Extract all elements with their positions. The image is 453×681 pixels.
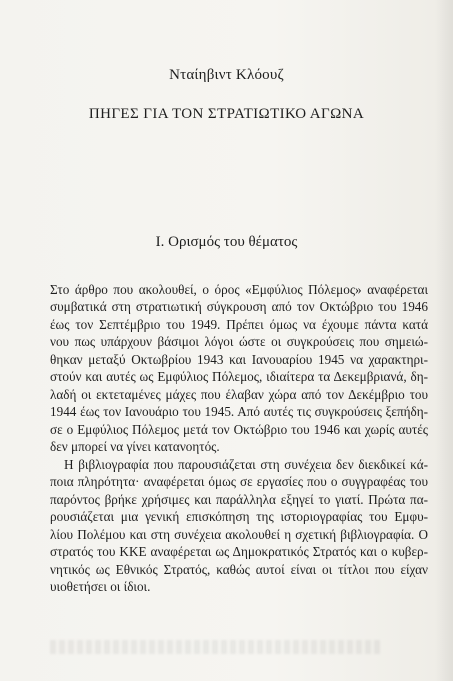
- show-through-text: [50, 640, 380, 654]
- paragraph-line: νου πως υπάρχουν βάσιμοι λόγοι ώστε οι συγκρούσεις που σημειώ-: [50, 334, 428, 349]
- paragraph-line: 1944 έως τον Ιανουάριο του 1945. Από αυτές τις συγκρούσεις ξεπήδη-: [50, 404, 428, 419]
- paragraph-line: υιοθετήσει οι ίδιοι.: [50, 579, 151, 594]
- chapter-title: ΠΗΓΕΣ ΓΙΑ ΤΟΝ ΣΤΡΑΤΙΩΤΙΚΟ ΑΓΩΝΑ: [88, 106, 365, 122]
- paragraph-line: λίου Πολέμου και στη συνέχεια ακολουθεί η σχετική βιβλιογραφία. Ο: [50, 527, 428, 542]
- paragraph-line: δεν μπορεί να γίνει κατανοητός.: [50, 439, 220, 454]
- paragraph-line: στρατός του ΚΚΕ αναφέρεται ως Δημοκρατικός Στρατός και ο κυβερ-: [50, 544, 428, 559]
- paragraph-line: συμβατικά στη στρατιωτική σύγκρουση από τον Οκτώβριο του 1946: [50, 299, 428, 314]
- paragraph-line: Στο άρθρο που ακολουθεί, ο όρος «Εμφύλιος Πόλεμος» αναφέρεται: [50, 282, 428, 297]
- paragraph-line: σε ο Εμφύλιος Πόλεμος μετά τον Οκτώβριο του 1946 και χωρίς αυτές: [50, 422, 428, 437]
- paragraph-line: έως τον Σεπτέμβριο του 1949. Πρέπει όμως να έχουμε πάντα κατά: [50, 317, 428, 332]
- page-edge-shadow: [435, 0, 453, 681]
- paragraph-line: λαδή οι εκτεταμένες μάχες που έλαβαν χώρα από τον Δεκέμβριο του: [50, 387, 428, 402]
- author-name: Νταίηβιντ Κλόουζ: [169, 67, 284, 83]
- paragraph-line: στούν και αυτές ως Εμφύλιος Πόλεμος, ιδιαίτερα τα Δεκεμβριανά, δη-: [50, 369, 428, 384]
- paragraph-line: θηκαν μεταξύ Οκτωβρίου 1943 και Ιανουαρίου 1945 να χαρακτηρι-: [50, 352, 428, 367]
- section-heading: I. Ορισμός του θέματος: [155, 234, 298, 250]
- paragraph-line: Η βιβλιογραφία που παρουσιάζεται στη συνέχεια δεν διεκδικεί κά-: [64, 457, 428, 472]
- paragraph-line: παρόντος βρήκε χρήσιμες και παράλληλα εξηγεί το γιατί. Πρώτα πα-: [50, 492, 428, 507]
- paragraph-line: ποια πληρότητα· αναφέρεται όμως σε εργασίες που ο συγγραφέας του: [50, 474, 428, 489]
- paragraph-line: ρουσιάζεται μια γενική επισκόπηση της ιστοριογραφίας του Εμφυ-: [50, 509, 428, 524]
- paragraph-line: νητικός ως Εθνικός Στρατός, καθώς αυτοί είναι οι τίτλοι που είχαν: [50, 562, 428, 577]
